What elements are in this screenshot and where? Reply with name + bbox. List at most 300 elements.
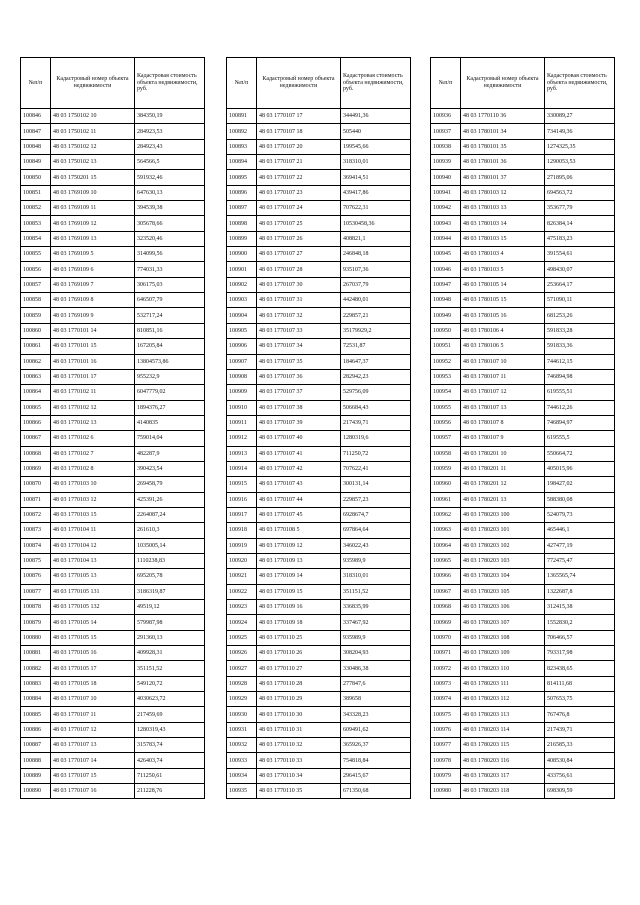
cadastral-number-cell: 48 03 1780103 15 (461, 231, 545, 246)
row-number-cell: 100882 (21, 661, 51, 676)
cadastral-cost-cell: 698309,59 (545, 784, 615, 799)
table-row (431, 538, 615, 553)
cadastral-number-cell: 48 03 1770109 18 (257, 615, 341, 630)
table-row (21, 293, 205, 308)
row-number-cell: 100869 (21, 461, 51, 476)
cadastral-number-cell: 48 03 1770101 17 (51, 369, 135, 384)
table-row (21, 753, 205, 768)
row-number-cell: 100926 (227, 646, 257, 661)
table-row (227, 323, 411, 338)
cadastral-cost-cell: 524079,73 (545, 507, 615, 522)
table-row (227, 400, 411, 415)
table-row (227, 646, 411, 661)
cadastral-number-cell: 48 03 1780105 15 (461, 293, 545, 308)
cadastral-cost-cell: 229857,21 (341, 308, 411, 323)
table-row (227, 569, 411, 584)
table-row (227, 124, 411, 139)
cadastral-cost-cell: 6928674,7 (341, 507, 411, 522)
cadastral-number-cell: 48 03 1780203 116 (461, 753, 545, 768)
table-row (21, 415, 205, 430)
cadastral-number-cell: 48 03 1770107 23 (257, 185, 341, 200)
cadastral-cost-cell: 72531,87 (341, 339, 411, 354)
cadastral-number-cell: 48 03 1770110 28 (257, 676, 341, 691)
row-number-cell: 100884 (21, 692, 51, 707)
table-row (21, 431, 205, 446)
cadastral-cost-cell: 442480,01 (341, 293, 411, 308)
cadastral-cost-cell: 647630,13 (135, 185, 205, 200)
row-number-cell: 100917 (227, 507, 257, 522)
cadastral-number-cell: 48 03 1780203 113 (461, 707, 545, 722)
cadastral-number-cell: 48 03 1770107 39 (257, 415, 341, 430)
cadastral-cost-cell: 823438,65 (545, 661, 615, 676)
cadastral-number-cell: 48 03 1770107 35 (257, 354, 341, 369)
cadastral-number-cell: 48 03 1770110 31 (257, 722, 341, 737)
table-header-row (431, 58, 615, 109)
cadastral-cost-cell: 1894376,27 (135, 400, 205, 415)
cadastral-cost-cell: 550664,72 (545, 446, 615, 461)
row-number-cell: 100855 (21, 247, 51, 262)
row-number-cell: 100961 (431, 492, 461, 507)
cadastral-cost-cell: 337467,92 (341, 615, 411, 630)
row-number-cell: 100875 (21, 553, 51, 568)
table-row (227, 753, 411, 768)
cadastral-cost-cell: 697864,64 (341, 523, 411, 538)
table-row (431, 477, 615, 492)
cadastral-number-cell: 48 03 1770107 13 (51, 738, 135, 753)
row-number-cell: 100965 (431, 553, 461, 568)
cadastral-number-cell: 48 03 1770107 21 (257, 155, 341, 170)
cadastral-cost-cell: 49519,12 (135, 600, 205, 615)
row-number-cell: 100975 (431, 707, 461, 722)
cadastral-number-cell: 48 03 1780105 16 (461, 308, 545, 323)
cadastral-number-cell: 48 03 1770107 40 (257, 431, 341, 446)
table-row (431, 247, 615, 262)
row-number-cell: 100963 (431, 523, 461, 538)
cadastral-number-cell: 48 03 1750102 12 (51, 139, 135, 154)
cadastral-number-cell: 48 03 1770107 18 (257, 124, 341, 139)
cadastral-number-cell: 48 03 1780103 13 (461, 201, 545, 216)
row-number-cell: 100861 (21, 339, 51, 354)
table-row (431, 722, 615, 737)
row-number-cell: 100951 (431, 339, 461, 354)
row-number-cell: 100916 (227, 492, 257, 507)
cadastral-cost-cell: 323520,46 (135, 231, 205, 246)
row-number-cell: 100907 (227, 354, 257, 369)
table-row (21, 553, 205, 568)
cadastral-cost-cell: 330486,38 (341, 661, 411, 676)
row-number-cell: 100856 (21, 262, 51, 277)
cadastral-number-cell: 48 03 1780203 105 (461, 584, 545, 599)
cadastral-cost-cell: 793317,98 (545, 646, 615, 661)
row-number-cell: 100874 (21, 538, 51, 553)
table-row (431, 492, 615, 507)
table-row (21, 784, 205, 799)
cadastral-cost-cell: 935107,36 (341, 262, 411, 277)
table-row (431, 400, 615, 415)
row-number-cell: 100933 (227, 753, 257, 768)
table-row (21, 461, 205, 476)
cadastral-cost-cell: 394539,38 (135, 201, 205, 216)
table-row (227, 584, 411, 599)
cadastral-number-cell: 48 03 1770109 13 (257, 553, 341, 568)
row-number-cell: 100889 (21, 768, 51, 783)
table-row (431, 738, 615, 753)
row-number-cell: 100862 (21, 354, 51, 369)
row-number-cell: 100980 (431, 784, 461, 799)
cadastral-cost-cell: 184647,37 (341, 354, 411, 369)
cadastral-number-cell: 48 03 1780203 109 (461, 646, 545, 661)
cadastral-number-cell: 48 03 1770104 11 (51, 523, 135, 538)
table-row (21, 538, 205, 553)
cadastral-number-cell: 48 03 1780101 36 (461, 155, 545, 170)
cadastral-number-cell: 48 03 1770107 10 (51, 692, 135, 707)
table-row (21, 369, 205, 384)
table-row (431, 753, 615, 768)
table-row (431, 661, 615, 676)
table-row (227, 630, 411, 645)
row-number-cell: 100954 (431, 385, 461, 400)
cadastral-number-cell: 48 03 1780101 37 (461, 170, 545, 185)
table-row (227, 431, 411, 446)
cadastral-number-cell: 48 03 1770107 15 (51, 768, 135, 783)
table-row (21, 109, 205, 124)
cadastral-table-1 (20, 57, 205, 799)
cadastral-cost-cell: 711250,61 (135, 768, 205, 783)
cadastral-number-cell: 48 03 1770110 35 (257, 784, 341, 799)
row-number-cell: 100962 (431, 507, 461, 522)
cadastral-number-cell: 48 03 1770110 27 (257, 661, 341, 676)
header-cadastral-cost: Кадастровая стоимость объекта недвижимости, руб. (341, 58, 411, 109)
row-number-cell: 100931 (227, 722, 257, 737)
cadastral-cost-cell: 505440 (341, 124, 411, 139)
cadastral-number-cell: 48 03 1770107 34 (257, 339, 341, 354)
cadastral-number-cell: 48 03 1780201 13 (461, 492, 545, 507)
cadastral-cost-cell: 351151,52 (341, 584, 411, 599)
cadastral-number-cell: 48 03 1770107 25 (257, 216, 341, 231)
cadastral-cost-cell: 391554,61 (545, 247, 615, 262)
cadastral-cost-cell: 291360,13 (135, 630, 205, 645)
table-row (431, 692, 615, 707)
row-number-cell: 100871 (21, 492, 51, 507)
table-row (21, 630, 205, 645)
cadastral-cost-cell: 532717,24 (135, 308, 205, 323)
cadastral-number-cell: 48 03 1770101 14 (51, 323, 135, 338)
cadastral-number-cell: 48 03 1770107 31 (257, 293, 341, 308)
cadastral-number-cell: 48 03 1770102 6 (51, 431, 135, 446)
cadastral-cost-cell: 308204,93 (341, 646, 411, 661)
table-header-row (227, 58, 411, 109)
row-number-cell: 100878 (21, 600, 51, 615)
table-row (21, 185, 205, 200)
row-number-cell: 100897 (227, 201, 257, 216)
cadastral-number-cell: 48 03 1780203 112 (461, 692, 545, 707)
table-row (227, 523, 411, 538)
cadastral-cost-cell: 529756,09 (341, 385, 411, 400)
table-row (21, 155, 205, 170)
table-row (431, 446, 615, 461)
row-number-cell: 100868 (21, 446, 51, 461)
table-row (227, 661, 411, 676)
cadastral-cost-cell: 1290053,53 (545, 155, 615, 170)
row-number-cell: 100900 (227, 247, 257, 262)
cadastral-number-cell: 48 03 1770101 16 (51, 354, 135, 369)
cadastral-cost-cell: 433756,61 (545, 768, 615, 783)
cadastral-cost-cell: 246848,18 (341, 247, 411, 262)
cadastral-number-cell: 48 03 1770110 34 (257, 768, 341, 783)
row-number-cell: 100857 (21, 277, 51, 292)
cadastral-cost-cell: 306175,03 (135, 277, 205, 292)
cadastral-number-cell: 48 03 1770105 16 (51, 646, 135, 661)
row-number-cell: 100942 (431, 201, 461, 216)
cadastral-cost-cell: 591833,28 (545, 323, 615, 338)
cadastral-number-cell: 48 03 1769109 9 (51, 308, 135, 323)
table-row (21, 507, 205, 522)
row-number-cell: 100893 (227, 139, 257, 154)
row-number-cell: 100967 (431, 584, 461, 599)
row-number-cell: 100887 (21, 738, 51, 753)
table-row (227, 692, 411, 707)
table-row (227, 507, 411, 522)
table-row (227, 155, 411, 170)
row-number-cell: 100847 (21, 124, 51, 139)
cadastral-number-cell: 48 03 1780107 8 (461, 415, 545, 430)
table-row (21, 231, 205, 246)
table-row (227, 185, 411, 200)
cadastral-cost-cell: 935989,9 (341, 553, 411, 568)
table-row (431, 676, 615, 691)
cadastral-cost-cell: 1365565,74 (545, 569, 615, 584)
cadastral-cost-cell: 216585,33 (545, 738, 615, 753)
table-row (431, 170, 615, 185)
cadastral-number-cell: 48 03 1770110 29 (257, 692, 341, 707)
table-row (227, 109, 411, 124)
cadastral-number-cell: 48 03 1780101 34 (461, 124, 545, 139)
cadastral-number-cell: 48 03 1770109 16 (257, 600, 341, 615)
row-number-cell: 100894 (227, 155, 257, 170)
cadastral-cost-cell: 810851,16 (135, 323, 205, 338)
table-row (431, 124, 615, 139)
cadastral-number-cell: 48 03 1770107 41 (257, 446, 341, 461)
row-number-cell: 100928 (227, 676, 257, 691)
cadastral-number-cell: 48 03 1769109 5 (51, 247, 135, 262)
row-number-cell: 100891 (227, 109, 257, 124)
cadastral-cost-cell: 284923,43 (135, 139, 205, 154)
table-row (227, 722, 411, 737)
row-number-cell: 100883 (21, 676, 51, 691)
row-number-cell: 100971 (431, 646, 461, 661)
row-number-cell: 100903 (227, 293, 257, 308)
row-number-cell: 100950 (431, 323, 461, 338)
cadastral-cost-cell: 707622,31 (341, 201, 411, 216)
cadastral-number-cell: 48 03 1780201 10 (461, 446, 545, 461)
row-number-cell: 100904 (227, 308, 257, 323)
table-row (227, 385, 411, 400)
row-number-cell: 100873 (21, 523, 51, 538)
row-number-cell: 100976 (431, 722, 461, 737)
table-row (227, 170, 411, 185)
table-row (21, 646, 205, 661)
cadastral-number-cell: 48 03 1770105 13 (51, 569, 135, 584)
cadastral-number-cell: 48 03 1770103 15 (51, 507, 135, 522)
table-row (21, 615, 205, 630)
table-header-row (21, 58, 205, 109)
cadastral-number-cell: 48 03 1780106 4 (461, 323, 545, 338)
row-number-cell: 100910 (227, 400, 257, 415)
cadastral-number-cell: 48 03 1780106 5 (461, 339, 545, 354)
row-number-cell: 100896 (227, 185, 257, 200)
row-number-cell: 100911 (227, 415, 257, 430)
table-row (227, 277, 411, 292)
row-number-cell: 100941 (431, 185, 461, 200)
table-row (21, 277, 205, 292)
cadastral-cost-cell: 767476,8 (545, 707, 615, 722)
cadastral-cost-cell: 284923,53 (135, 124, 205, 139)
cadastral-cost-cell: 646507,79 (135, 293, 205, 308)
cadastral-number-cell: 48 03 1770107 30 (257, 277, 341, 292)
table-row (21, 477, 205, 492)
row-number-cell: 100939 (431, 155, 461, 170)
cadastral-number-cell: 48 03 1770102 11 (51, 385, 135, 400)
cadastral-number-cell: 48 03 1769109 7 (51, 277, 135, 292)
table-row (21, 339, 205, 354)
row-number-cell: 100853 (21, 216, 51, 231)
cadastral-cost-cell: 269458,79 (135, 477, 205, 492)
cadastral-number-cell: 48 03 1780107 12 (461, 385, 545, 400)
row-number-cell: 100909 (227, 385, 257, 400)
row-number-cell: 100877 (21, 584, 51, 599)
row-number-cell: 100925 (227, 630, 257, 645)
row-number-cell: 100921 (227, 569, 257, 584)
cadastral-cost-cell: 619555,5 (545, 431, 615, 446)
table-row (21, 584, 205, 599)
table-row (431, 507, 615, 522)
table-row (227, 600, 411, 615)
row-number-cell: 100898 (227, 216, 257, 231)
row-number-cell: 100943 (431, 216, 461, 231)
cadastral-cost-cell: 772475,47 (545, 553, 615, 568)
cadastral-cost-cell: 591833,36 (545, 339, 615, 354)
cadastral-cost-cell: 343328,23 (341, 707, 411, 722)
cadastral-number-cell: 48 03 1780105 14 (461, 277, 545, 292)
row-number-cell: 100854 (21, 231, 51, 246)
cadastral-number-cell: 48 03 1769109 12 (51, 216, 135, 231)
table-row (21, 692, 205, 707)
cadastral-number-cell: 48 03 1770107 27 (257, 247, 341, 262)
cadastral-number-cell: 48 03 1770102 13 (51, 415, 135, 430)
header-cadastral-cost: Кадастровая стоимость объекта недвижимости, руб. (135, 58, 205, 109)
table-row (21, 323, 205, 338)
table-row (227, 354, 411, 369)
table-row (431, 185, 615, 200)
cadastral-number-cell: 48 03 1750201 15 (51, 170, 135, 185)
row-number-cell: 100879 (21, 615, 51, 630)
cadastral-number-cell: 48 03 1780107 13 (461, 400, 545, 415)
row-number-cell: 100949 (431, 308, 461, 323)
table-row (21, 201, 205, 216)
cadastral-number-cell: 48 03 1770107 24 (257, 201, 341, 216)
row-number-cell: 100979 (431, 768, 461, 783)
cadastral-cost-cell: 353677,79 (545, 201, 615, 216)
table-row (431, 615, 615, 630)
cadastral-number-cell: 48 03 1770102 8 (51, 461, 135, 476)
table-row (21, 400, 205, 415)
row-number-cell: 100876 (21, 569, 51, 584)
table-row (227, 461, 411, 476)
table-row (431, 201, 615, 216)
table-row (227, 784, 411, 799)
cadastral-cost-cell: 498430,07 (545, 262, 615, 277)
row-number-cell: 100852 (21, 201, 51, 216)
cadastral-cost-cell: 427477,19 (545, 538, 615, 553)
table-row (227, 139, 411, 154)
table-row (21, 170, 205, 185)
table-row (21, 124, 205, 139)
cadastral-cost-cell: 199545,66 (341, 139, 411, 154)
cadastral-cost-cell: 711250,72 (341, 446, 411, 461)
cadastral-cost-cell: 439417,86 (341, 185, 411, 200)
row-number-cell: 100944 (431, 231, 461, 246)
cadastral-number-cell: 48 03 1770108 5 (257, 523, 341, 538)
cadastral-number-cell: 48 03 1780201 12 (461, 477, 545, 492)
cadastral-number-cell: 48 03 1780203 102 (461, 538, 545, 553)
cadastral-cost-cell: 619555,51 (545, 385, 615, 400)
cadastral-cost-cell: 579987,98 (135, 615, 205, 630)
cadastral-cost-cell: 346022,43 (341, 538, 411, 553)
cadastral-table-2 (226, 57, 411, 799)
cadastral-cost-cell: 217439,71 (341, 415, 411, 430)
cadastral-cost-cell: 826384,14 (545, 216, 615, 231)
cadastral-number-cell: 48 03 1770105 131 (51, 584, 135, 599)
cadastral-cost-cell: 609491,62 (341, 722, 411, 737)
cadastral-number-cell: 48 03 1769109 8 (51, 293, 135, 308)
cadastral-cost-cell: 344491,36 (341, 109, 411, 124)
row-number-cell: 100864 (21, 385, 51, 400)
table-row (21, 523, 205, 538)
row-number-cell: 100914 (227, 461, 257, 476)
row-number-cell: 100851 (21, 185, 51, 200)
row-number-cell: 100966 (431, 569, 461, 584)
cadastral-cost-cell: 6047779,02 (135, 385, 205, 400)
cadastral-cost-cell: 746894,97 (545, 415, 615, 430)
cadastral-number-cell: 48 03 1780203 108 (461, 630, 545, 645)
cadastral-number-cell: 48 03 1770107 32 (257, 308, 341, 323)
row-number-cell: 100892 (227, 124, 257, 139)
cadastral-cost-cell: 384350,19 (135, 109, 205, 124)
cadastral-cost-cell: 389658 (341, 692, 411, 707)
row-number-cell: 100895 (227, 170, 257, 185)
table-row (431, 109, 615, 124)
cadastral-number-cell: 48 03 1770107 28 (257, 262, 341, 277)
table-row (21, 492, 205, 507)
row-number-cell: 100867 (21, 431, 51, 446)
cadastral-cost-cell: 35179929,2 (341, 323, 411, 338)
cadastral-cost-cell: 564566,5 (135, 155, 205, 170)
cadastral-number-cell: 48 03 1770102 7 (51, 446, 135, 461)
row-number-cell: 100922 (227, 584, 257, 599)
row-number-cell: 100972 (431, 661, 461, 676)
table-row (21, 738, 205, 753)
cadastral-cost-cell: 211228,76 (135, 784, 205, 799)
cadastral-number-cell: 48 03 1780103 14 (461, 216, 545, 231)
row-number-cell: 100860 (21, 323, 51, 338)
table-row (21, 569, 205, 584)
cadastral-number-cell: 48 03 1770110 25 (257, 630, 341, 645)
row-number-cell: 100849 (21, 155, 51, 170)
cadastral-cost-cell: 681253,26 (545, 308, 615, 323)
row-number-cell: 100957 (431, 431, 461, 446)
cadastral-cost-cell: 351151,52 (135, 661, 205, 676)
row-number-cell: 100973 (431, 676, 461, 691)
